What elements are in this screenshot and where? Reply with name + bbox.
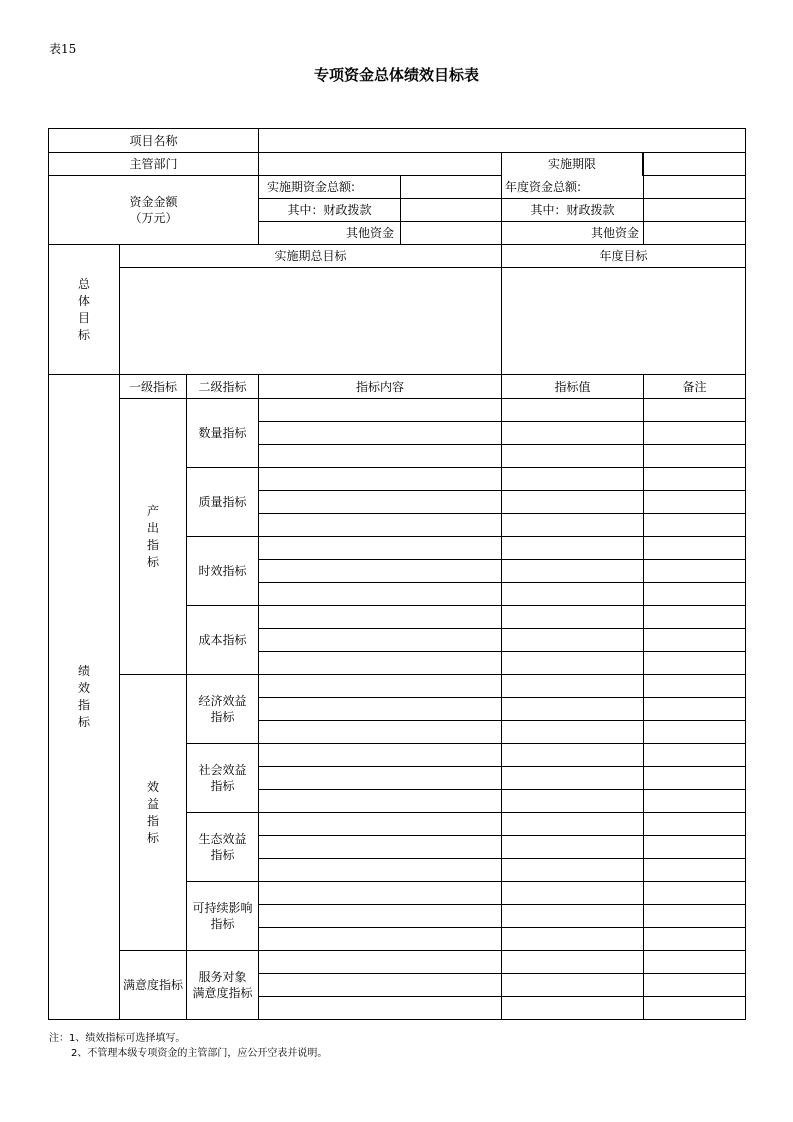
indicator-value-cell[interactable] <box>502 790 644 813</box>
timeliness-indicators-label: 时效指标 <box>187 537 259 606</box>
indicator-value-cell[interactable] <box>502 468 644 491</box>
indicator-value-cell[interactable] <box>502 629 644 652</box>
economic-benefit-label: 经济效益 指标 <box>187 675 259 744</box>
remark-cell[interactable] <box>644 882 746 905</box>
page-title: 专项资金总体绩效目标表 <box>313 66 479 84</box>
other-funds-label-2: 其他资金 <box>502 222 644 245</box>
fiscal-allocation-label-2: 其中：财政拨款 <box>502 199 644 222</box>
indicator-content-cell[interactable] <box>259 399 502 422</box>
indicator-value-cell[interactable] <box>502 905 644 928</box>
note-1: 注：1、绩效指标可选择填写。 <box>49 1033 186 1044</box>
indicator-value-cell[interactable] <box>502 974 644 997</box>
indicator-content-cell[interactable] <box>259 652 502 675</box>
indicator-content-cell[interactable] <box>259 905 502 928</box>
remark-cell[interactable] <box>644 698 746 721</box>
indicator-content-cell[interactable] <box>259 744 502 767</box>
indicator-value-cell[interactable] <box>502 491 644 514</box>
indicator-value-cell[interactable] <box>502 744 644 767</box>
indicator-content-cell[interactable] <box>259 698 502 721</box>
remark-cell[interactable] <box>644 974 746 997</box>
remark-cell[interactable] <box>644 767 746 790</box>
remark-cell[interactable] <box>644 399 746 422</box>
indicator-content-cell[interactable] <box>259 629 502 652</box>
indicator-value-cell[interactable] <box>502 882 644 905</box>
indicator-value-cell[interactable] <box>502 652 644 675</box>
remark-cell[interactable] <box>644 997 746 1020</box>
remark-cell[interactable] <box>644 928 746 951</box>
remark-cell[interactable] <box>644 422 746 445</box>
project-name-field[interactable] <box>259 129 746 153</box>
other-funds-field-2[interactable] <box>644 222 746 245</box>
indicator-value-cell[interactable] <box>502 813 644 836</box>
remark-cell[interactable] <box>644 744 746 767</box>
indicator-content-cell[interactable] <box>259 422 502 445</box>
indicator-value-cell[interactable] <box>502 721 644 744</box>
remark-cell[interactable] <box>644 905 746 928</box>
remark-cell[interactable] <box>644 560 746 583</box>
indicator-content-cell[interactable] <box>259 468 502 491</box>
remark-cell[interactable] <box>644 629 746 652</box>
indicator-content-cell[interactable] <box>259 675 502 698</box>
remark-cell[interactable] <box>644 859 746 882</box>
indicator-content-cell[interactable] <box>259 790 502 813</box>
indicator-value-cell[interactable] <box>502 422 644 445</box>
level1-header: 一级指标 <box>120 375 187 399</box>
total-period-funds-label: 实施期资金总额: <box>259 176 401 199</box>
remark-cell[interactable] <box>644 537 746 560</box>
performance-target-table <box>48 128 746 1020</box>
note-2: 2、不管理本级专项资金的主管部门，应公开空表并说明。 <box>71 1048 328 1059</box>
service-satisfaction-label: 服务对象 满意度指标 <box>187 951 259 1020</box>
indicator-value-cell[interactable] <box>502 836 644 859</box>
form-number: 表15 <box>49 42 77 56</box>
annual-goal-field[interactable] <box>502 268 746 375</box>
indicator-content-cell[interactable] <box>259 537 502 560</box>
indicator-content-cell[interactable] <box>259 882 502 905</box>
remark-cell[interactable] <box>644 468 746 491</box>
indicator-content-cell[interactable] <box>259 721 502 744</box>
indicator-content-cell[interactable] <box>259 859 502 882</box>
notes <box>49 1031 327 1061</box>
overall-goals-label: 总体目标 <box>49 245 120 375</box>
output-indicators-label: 产出指标 <box>120 399 187 675</box>
indicator-value-cell[interactable] <box>502 698 644 721</box>
period-goal-field[interactable] <box>120 268 502 375</box>
remark-cell[interactable] <box>644 514 746 537</box>
quality-indicators-label: 质量指标 <box>187 468 259 537</box>
value-header: 指标值 <box>502 375 644 399</box>
indicator-content-cell[interactable] <box>259 836 502 859</box>
indicator-value-cell[interactable] <box>502 445 644 468</box>
remark-cell[interactable] <box>644 951 746 974</box>
indicator-content-cell[interactable] <box>259 514 502 537</box>
annual-goal-header: 年度目标 <box>502 245 746 268</box>
indicator-value-cell[interactable] <box>502 997 644 1020</box>
indicator-value-cell[interactable] <box>502 583 644 606</box>
fiscal-allocation-label: 其中：财政拨款 <box>259 199 401 222</box>
indicator-content-cell[interactable] <box>259 951 502 974</box>
remark-cell[interactable] <box>644 583 746 606</box>
indicator-content-cell[interactable] <box>259 491 502 514</box>
indicator-content-cell[interactable] <box>259 928 502 951</box>
ecological-benefit-label: 生态效益 指标 <box>187 813 259 882</box>
indicator-value-cell[interactable] <box>502 537 644 560</box>
remark-header: 备注 <box>644 375 746 399</box>
indicator-value-cell[interactable] <box>502 675 644 698</box>
cost-indicators-label: 成本指标 <box>187 606 259 675</box>
other-funds-field[interactable] <box>401 222 502 245</box>
indicator-content-cell[interactable] <box>259 445 502 468</box>
remark-cell[interactable] <box>644 445 746 468</box>
sustainable-impact-label: 可持续影响 指标 <box>187 882 259 951</box>
project-name-label: 项目名称 <box>49 129 259 153</box>
indicator-value-cell[interactable] <box>502 606 644 629</box>
remark-cell[interactable] <box>644 790 746 813</box>
indicator-content-cell[interactable] <box>259 606 502 629</box>
indicator-content-cell[interactable] <box>259 813 502 836</box>
dept-label: 主管部门 <box>49 153 259 176</box>
fiscal-allocation-field-2[interactable] <box>644 199 746 222</box>
total-period-funds-field[interactable] <box>401 176 502 199</box>
indicator-value-cell[interactable] <box>502 859 644 882</box>
remark-cell[interactable] <box>644 721 746 744</box>
indicator-content-cell[interactable] <box>259 974 502 997</box>
remark-cell[interactable] <box>644 675 746 698</box>
indicator-content-cell[interactable] <box>259 583 502 606</box>
content-header: 指标内容 <box>259 375 502 399</box>
annual-funds-field[interactable] <box>644 176 746 199</box>
remark-cell[interactable] <box>644 836 746 859</box>
fund-amount-label: 资金金额 （万元） <box>49 176 259 245</box>
quantity-indicators-label: 数量指标 <box>187 399 259 468</box>
fiscal-allocation-field[interactable] <box>401 199 502 222</box>
indicator-value-cell[interactable] <box>502 951 644 974</box>
annual-funds-label: 年度资金总额: <box>502 176 644 199</box>
indicator-value-cell[interactable] <box>502 767 644 790</box>
satisfaction-indicators-label: 满意度指标 <box>120 951 187 1020</box>
level2-header: 二级指标 <box>187 375 259 399</box>
benefit-indicators-label: 效益指标 <box>120 675 187 951</box>
remark-cell[interactable] <box>644 813 746 836</box>
indicator-content-cell[interactable] <box>259 997 502 1020</box>
remark-cell[interactable] <box>644 652 746 675</box>
remark-cell[interactable] <box>644 606 746 629</box>
perf-indicators-label: 绩效指标 <box>49 375 120 1020</box>
indicator-content-cell[interactable] <box>259 560 502 583</box>
indicator-value-cell[interactable] <box>502 514 644 537</box>
other-funds-label: 其他资金 <box>259 222 401 245</box>
indicator-value-cell[interactable] <box>502 399 644 422</box>
period-field[interactable] <box>644 153 746 176</box>
indicator-content-cell[interactable] <box>259 767 502 790</box>
indicator-value-cell[interactable] <box>502 928 644 951</box>
remark-cell[interactable] <box>644 491 746 514</box>
social-benefit-label: 社会效益 指标 <box>187 744 259 813</box>
indicator-value-cell[interactable] <box>502 560 644 583</box>
period-label: 实施期限 <box>501 153 643 176</box>
period-goal-header: 实施期总目标 <box>120 245 502 268</box>
